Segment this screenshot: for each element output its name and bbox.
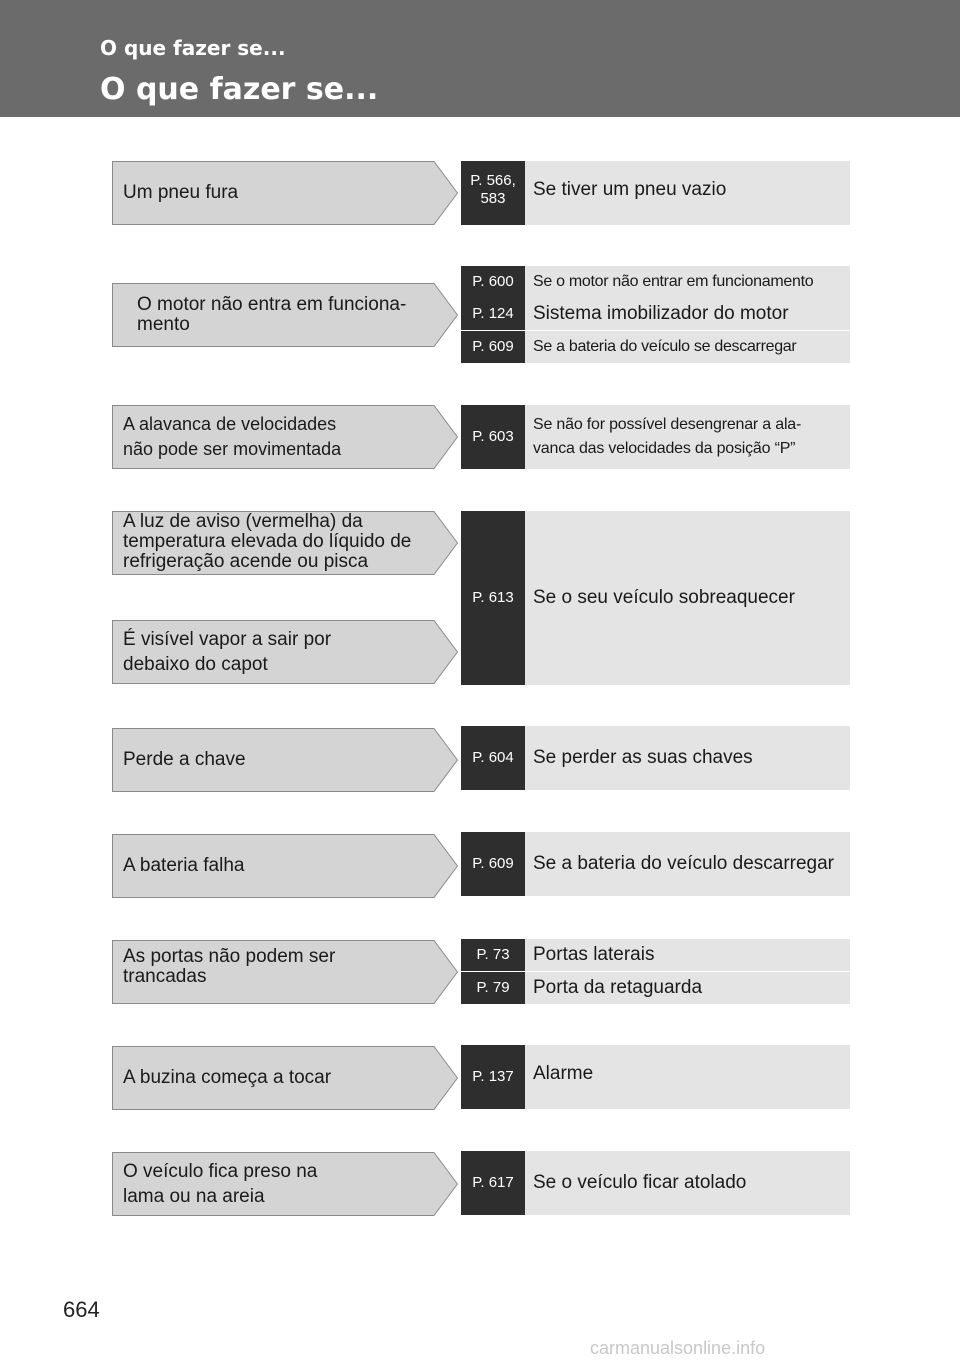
reference-label: Alarme: [533, 1063, 594, 1084]
situation-text: O veículo fica preso na lama ou na areia: [123, 1161, 318, 1207]
situation-arrow: [112, 405, 458, 469]
situation-arrow: [112, 1152, 458, 1216]
situation-arrow: [112, 940, 458, 1004]
reference-row[interactable]: [461, 298, 850, 330]
page-reference: P. 609: [461, 331, 525, 363]
footer-watermark: carmanualsonline.info: [590, 1338, 766, 1358]
page-reference: P. 124: [461, 298, 525, 330]
reference-row[interactable]: [461, 1045, 850, 1109]
reference-row[interactable]: [461, 1151, 850, 1215]
situation-arrow: [112, 620, 458, 684]
situation-text: O motor não entra em funciona- mento: [137, 294, 407, 335]
situation-text: As portas não podem ser trancadas: [123, 946, 336, 987]
reference-row[interactable]: [461, 726, 850, 790]
reference-row[interactable]: [461, 511, 850, 685]
situation-arrow: [112, 728, 458, 792]
page-reference: P. 600: [461, 266, 525, 298]
reference-label: Se não for possível desengrenar a ala- vanca das velocidades da posição “P”: [533, 416, 802, 457]
page-reference: P. 604: [461, 726, 525, 790]
reference-label: Se tiver um pneu vazio: [533, 179, 727, 200]
situation-text: É visível vapor a sair por debaixo do capot: [123, 629, 332, 675]
reference-label: Se a bateria do veículo se descarregar: [533, 338, 797, 355]
reference-row[interactable]: [461, 939, 850, 971]
reference-row[interactable]: [461, 972, 850, 1004]
situation-text: A luz de aviso (vermelha) da temperatura elevada do líquido de refrigeração acende ou pisca: [123, 511, 412, 572]
reference-row[interactable]: [461, 331, 850, 363]
situation-arrow: [112, 283, 458, 347]
header-subtitle: O que fazer se...: [100, 36, 286, 60]
reference-label: Se o seu veículo sobreaquecer: [533, 587, 795, 608]
page-reference: P. 79: [461, 972, 525, 1004]
page-reference: P. 609: [461, 832, 525, 896]
page-reference: P. 566, 583: [461, 161, 525, 225]
situation-arrow: [112, 511, 458, 575]
situation-text: A alavanca de velocidades não pode ser movimentada: [123, 414, 342, 459]
reference-row[interactable]: [461, 832, 850, 896]
page-number: 664: [63, 1297, 100, 1322]
situation-arrow: [112, 1046, 458, 1110]
reference-row[interactable]: [461, 405, 850, 469]
reference-row[interactable]: [461, 161, 850, 225]
page-reference: P. 603: [461, 405, 525, 469]
situation-text: Um pneu fura: [123, 182, 239, 203]
reference-label: Sistema imobilizador do motor: [533, 303, 789, 324]
page-title: O que fazer se...: [100, 72, 379, 107]
page-reference: P. 617: [461, 1151, 525, 1215]
reference-label: Se o veículo ficar atolado: [533, 1172, 747, 1193]
situation-arrow: [112, 834, 458, 898]
reference-label: Se perder as suas chaves: [533, 747, 753, 768]
reference-row[interactable]: [461, 266, 850, 298]
situation-text: A buzina começa a tocar: [123, 1067, 332, 1088]
reference-label: Porta da retaguarda: [533, 977, 703, 998]
situation-text: A bateria falha: [123, 855, 245, 876]
page-header: [0, 0, 960, 117]
page-reference: P. 137: [461, 1045, 525, 1109]
reference-label: Se o motor não entrar em funcionamento: [533, 273, 814, 290]
page-reference: P. 613: [461, 511, 525, 685]
page-reference: P. 73: [461, 939, 525, 971]
situation-text: Perde a chave: [123, 749, 246, 770]
reference-label: Se a bateria do veículo descarregar: [533, 853, 835, 874]
reference-label: Portas laterais: [533, 944, 655, 965]
situation-arrow: [112, 161, 458, 225]
